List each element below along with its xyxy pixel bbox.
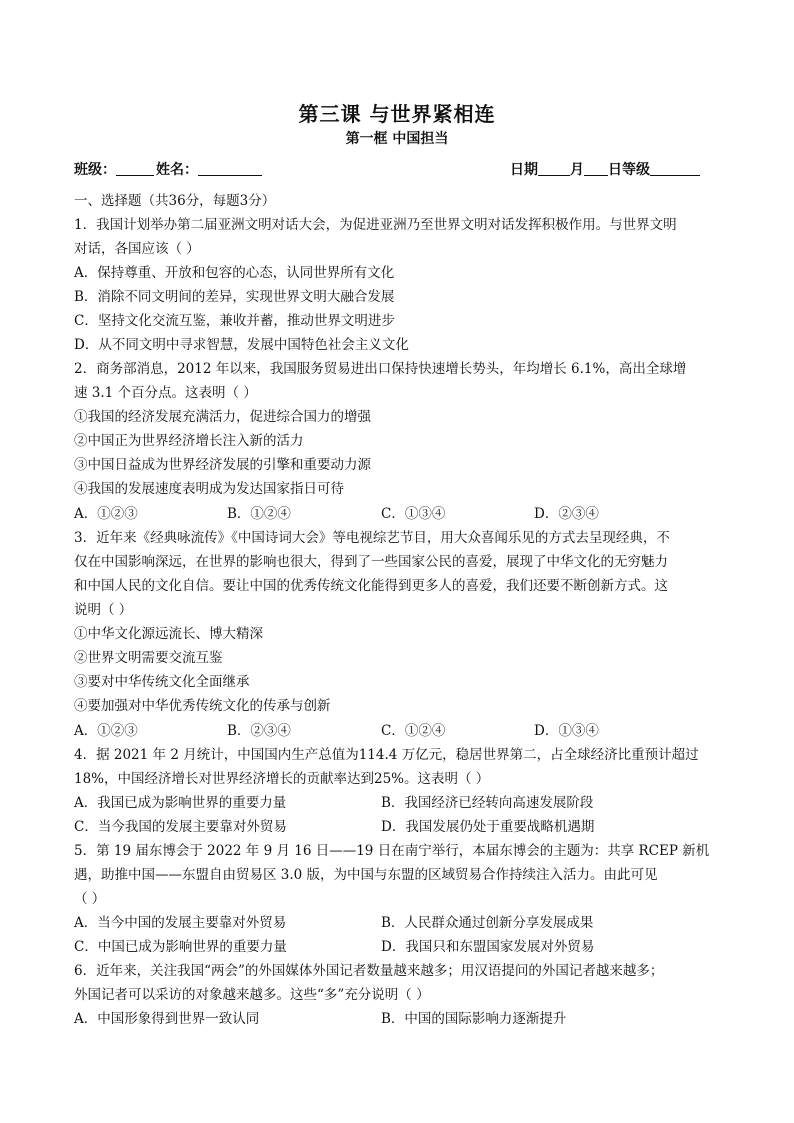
question-3-option-a: A．①②③ [74,723,138,739]
grade-blank[interactable] [650,162,700,176]
question-2-stem-line: 速 3.1 个百分点。这表明（ ） [74,385,257,401]
question-6-stem-line: 外国记者可以采访的对象越来越多。这些“多”充分说明（ ） [74,987,430,1003]
question-5-stem-line: （ ） [74,891,106,907]
question-3-option-b: B．②③④ [227,723,291,739]
question-1-stem-line: 对话，各国应该（ ） [74,241,200,257]
question-2-option-b: B．①②④ [227,506,291,522]
class-blank[interactable] [116,162,154,176]
question-3-stem-line: 说明（ ） [74,602,133,618]
student-info [74,159,262,179]
question-3-option-d: D．①③④ [534,723,599,739]
month-blank[interactable] [584,162,608,176]
question-4-option-c: C．当今我国的发展主要靠对外贸易 [74,819,287,835]
question-4-stem-line: 18%，中国经济增长对世界经济增长的贡献率达到25%。这表明（ ） [74,771,490,787]
question-3-statement: ①中华文化源远流长、博大精深 [74,626,263,642]
question-2-statement: ②中国正为世界经济增长注入新的活力 [74,433,304,449]
question-2-statement: ③中国日益成为世界经济发展的引擎和重要动力源 [74,457,371,473]
question-5-option-c: C．中国已成为影响世界的重要力量 [74,939,287,955]
section-heading: 一、选择题（共36分，每题3分） [74,193,276,209]
question-6-option-a: A．中国形象得到世界一致认同 [74,1011,260,1027]
question-5-option-a: A．当今中国的发展主要靠对外贸易 [74,915,287,931]
question-5-option-d: D．我国只和东盟国家发展对外贸易 [381,939,595,955]
question-3-option-c: C．①②④ [381,723,446,739]
question-1-option-b: B．消除不同文明间的差异，实现世界文明大融合发展 [74,289,395,305]
question-6-option-b: B．中国的国际影响力逐渐提升 [381,1011,567,1027]
question-1-option-d: D．从不同文明中寻求智慧，发展中国特色社会主义文化 [74,337,409,353]
question-2-stem-line: 2．商务部消息，2012 年以来，我国服务贸易进出口保持快速增长势头，年均增长 6.1%，高出全球增 [74,361,687,377]
question-1-option-c: C．坚持文化交流互鉴，兼收并蓄，推动世界文明进步 [74,313,395,329]
question-5-stem-line: 5．第 19 届东博会于 2022 年 9 月 16 日——19 日在南宁举行，本届东博会的主题为：共享 RCEP 新机 [74,843,710,859]
class-label: 班级： [74,162,116,178]
question-6-stem-line: 6．近年来，关注我国“两会”的外国媒体外国记者数量越来越多；用汉语提问的外国记者越来越多； [74,963,664,979]
name-label: 姓名： [156,162,198,178]
question-1-option-a: A．保持尊重、开放和包容的心态，认同世界所有文化 [74,265,395,281]
date-blank[interactable] [538,162,570,176]
question-4-option-a: A．我国已成为影响世界的重要力量 [74,795,287,811]
question-3-statement: ②世界文明需要交流互鉴 [74,650,223,666]
date-grade-info [510,159,700,179]
question-5-option-b: B．人民群众通过创新分享发展成果 [381,915,594,931]
question-3-stem-line: 和中国人民的文化自信。要让中国的优秀传统文化能得到更多人的喜爱，我们还要不断创新方式。这 [74,578,668,594]
day-grade-label: 日等级 [608,162,650,178]
month-label: 月 [570,162,584,178]
question-4-option-b: B．我国经济已经转向高速发展阶段 [381,795,594,811]
page-title: 第三课 与世界紧相连 [298,102,496,126]
question-4-stem-line: 4．据 2021 年 2 月统计，中国国内生产总值为114.4 万亿元，稳居世界第二，占全球经济比重预计超过 [74,747,699,763]
date-label: 日期 [510,162,538,178]
question-2-option-c: C．①③④ [381,506,446,522]
question-3-statement: ③要对中华传统文化全面继承 [74,674,250,690]
question-2-option-d: D．②③④ [534,506,599,522]
question-3-stem-line: 仅在中国影响深远，在世界的影响也很大，得到了一些国家公民的喜爱，展现了中华文化的无穷魅力 [74,554,668,570]
question-5-stem-line: 遇，助推中国——东盟自由贸易区 3.0 版，为中国与东盟的区域贸易合作持续注入活力。由此可见 [74,867,658,883]
question-4-option-d: D．我国发展仍处于重要战略机遇期 [381,819,595,835]
name-blank[interactable] [198,162,262,176]
question-2-option-a: A．①②③ [74,506,138,522]
question-2-statement: ①我国的经济发展充满活力，促进综合国力的增强 [74,409,371,425]
question-2-statement: ④我国的发展速度表明成为发达国家指日可待 [74,481,344,497]
question-3-stem-line: 3．近年来《经典咏流传》《中国诗词大会》等电视综艺节目，用大众喜闻乐见的方式去呈现经典，不 [74,530,670,546]
question-3-statement: ④要加强对中华优秀传统文化的传承与创新 [74,698,331,714]
page-subtitle: 第一框 中国担当 [345,131,449,147]
question-1-stem-line: 1．我国计划举办第二届亚洲文明对话大会，为促进亚洲乃至世界文明对话发挥积极作用。与世界文明 [74,217,677,233]
